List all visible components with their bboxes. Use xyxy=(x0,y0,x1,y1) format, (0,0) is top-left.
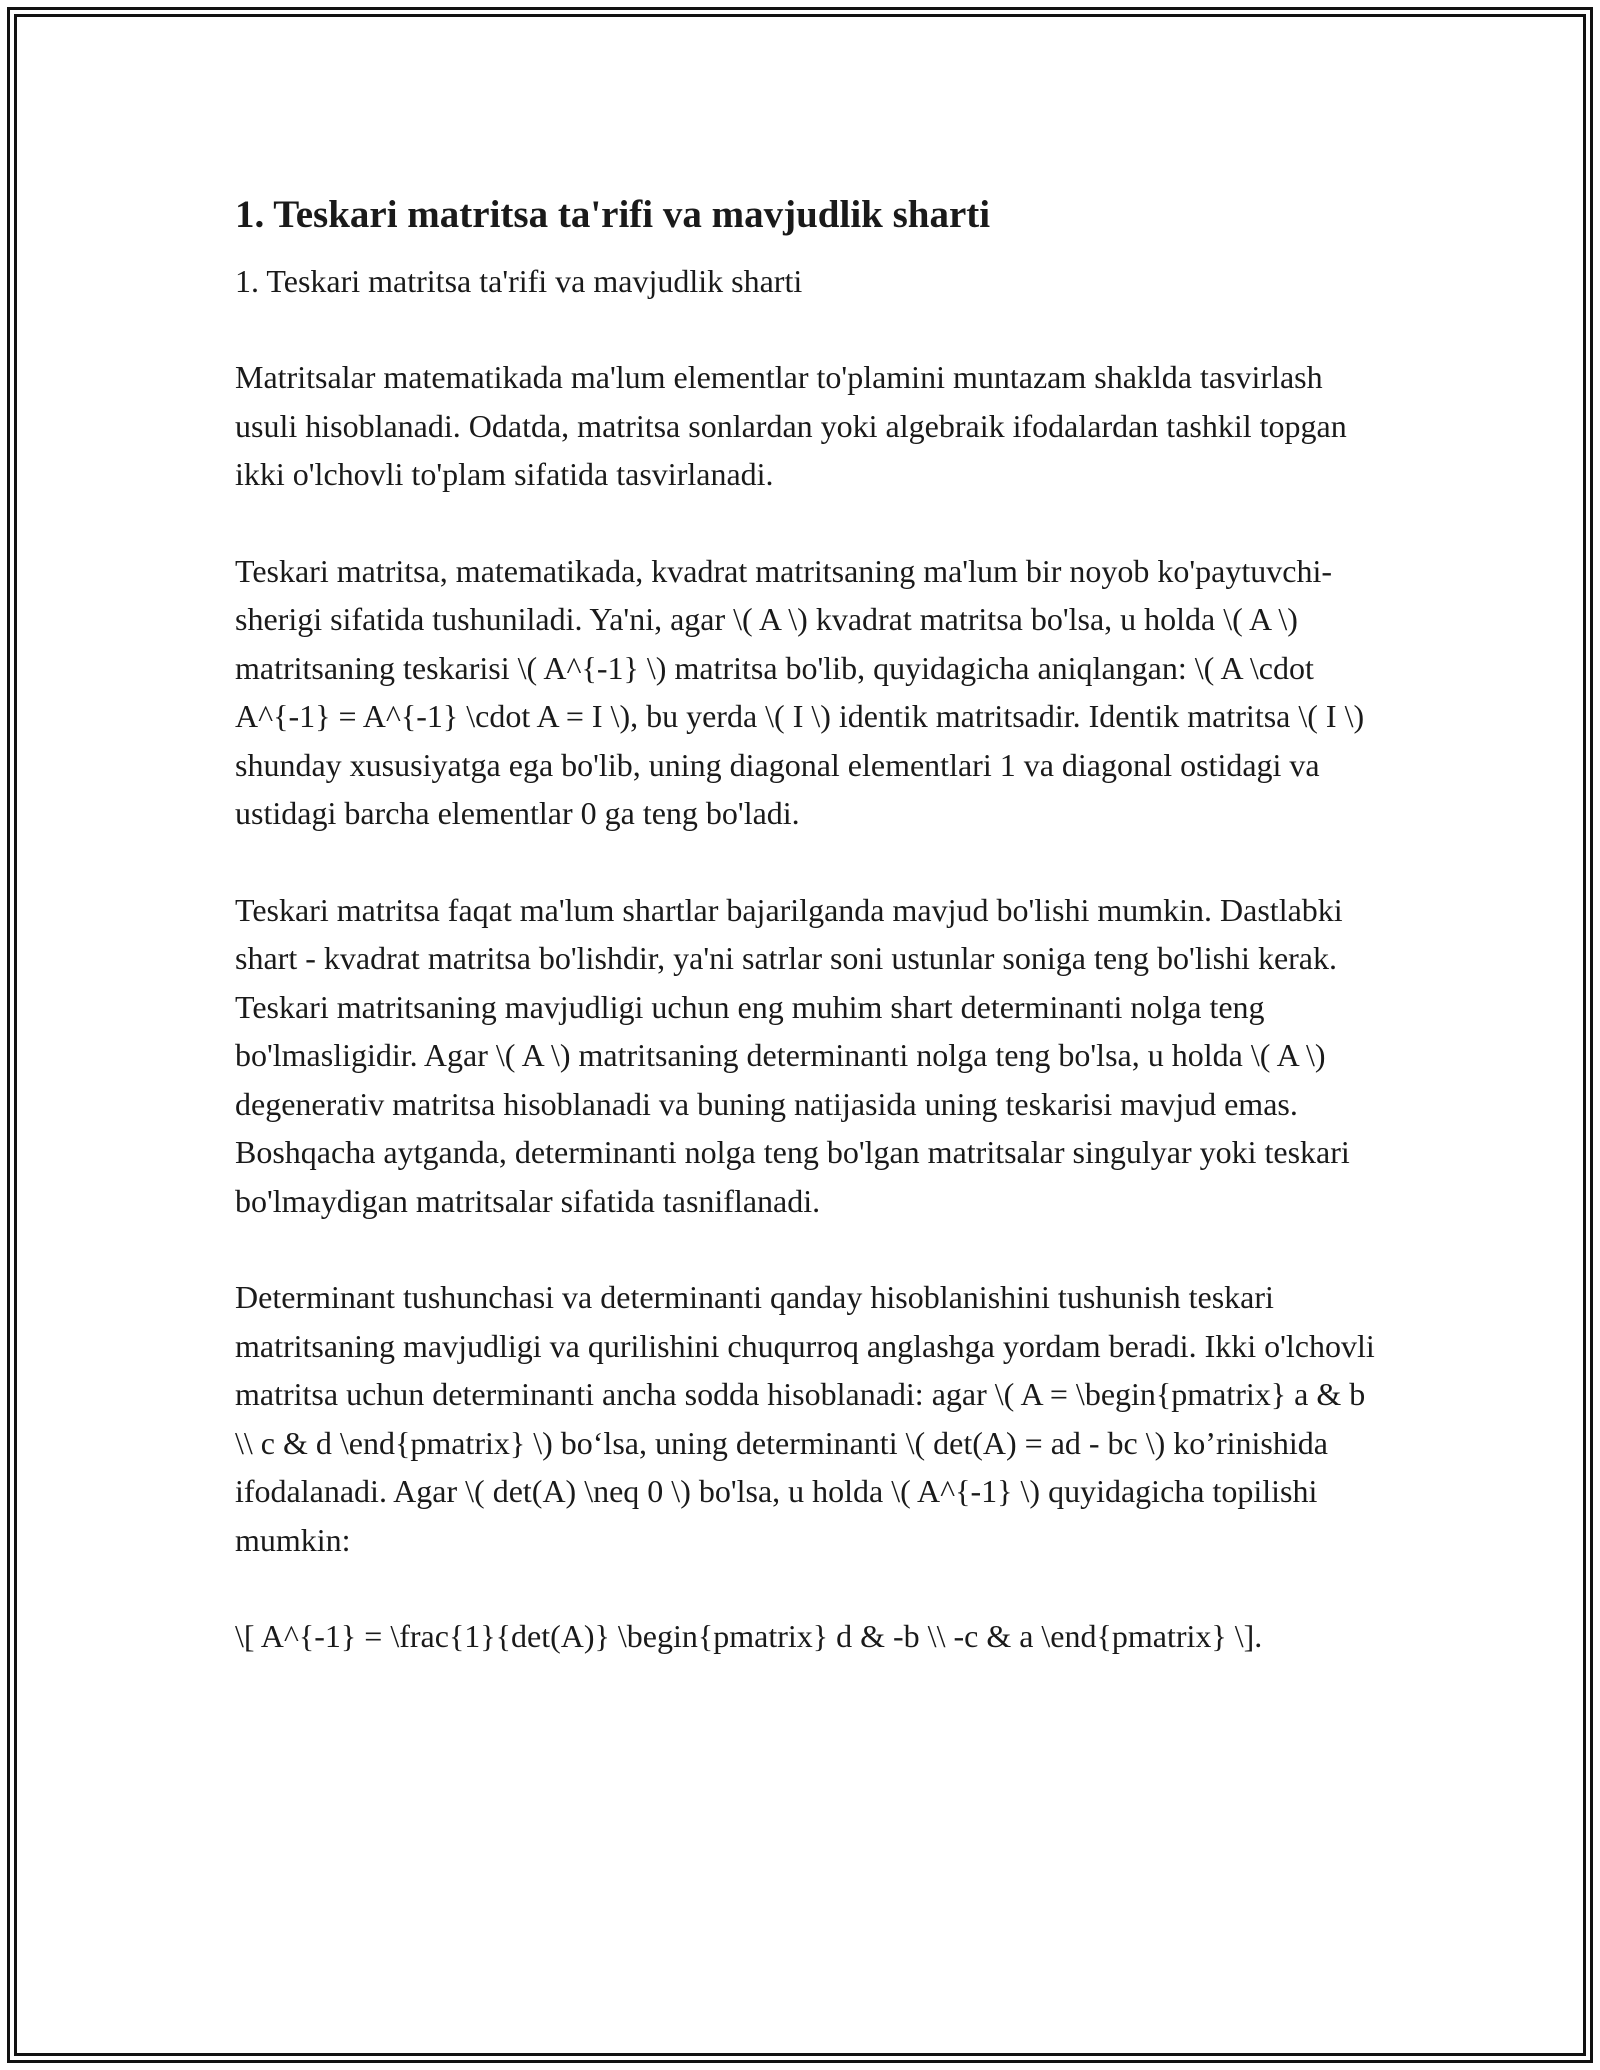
section-subheading: 1. Teskari matritsa ta'rifi va mavjudlik sharti xyxy=(235,263,803,299)
inverse-formula: \[ A^{-1} = \frac{1}{det(A)} \begin{pmatrix} d & -b \\ -c & a \end{pmatrix} \]. xyxy=(235,1618,1263,1654)
section-heading: 1. Teskari matritsa ta'rifi va mavjudlik sharti xyxy=(235,193,991,236)
paragraph-determinant: Determinant tushunchasi va determinanti qanday hisoblanishini tushunish teskari matritsaning mavjudligi va qurilishini chuqurroq anglashga yordam beradi. Ikki o'lchovli matritsa uchun determinanti ancha sodda hisoblanadi: agar \( A = \begin{pmatrix} a & b \\ c & d \end{pmatrix} \) bo‘lsa, uning determinanti \( det(A) = ad - bc \) ko’rinishida ifodalanadi. Agar \( det(A) \neq 0 \) bo'lsa, u holda \( A^{-1} \) quyidagicha topilishi mumkin: xyxy=(235,1279,1375,1558)
paragraph-inverse-definition: Teskari matritsa, matematikada, kvadrat matritsaning ma'lum bir noyob ko'paytuvchi-sherigi sifatida tushuniladi. Ya'ni, agar \( A \) kvadrat matritsa bo'lsa, u holda \( A \) matritsaning teskarisi \( A^{-1} \) matritsa bo'lib, quyidagicha aniqlangan: \( A \cdot A^{-1} = A^{-1} \cdot A = I \), bu yerda \( I \) identik matritsadir. Identik matritsa \( I \) shunday xususiyatga ega bo'lib, uning diagonal elementlari 1 va diagonal ostidagi va ustidagi barcha elementlar 0 ga teng bo'ladi. xyxy=(235,552,1365,831)
paragraph-existence-conditions: Teskari matritsa faqat ma'lum shartlar bajarilganda mavjud bo'lishi mumkin. Dastlabki shart - kvadrat matritsa bo'lishdir, ya'ni satrlar soni ustunlar soniga teng bo'lishi kerak. Teskari matritsaning mavjudligi uchun eng muhim shart determinanti nolga teng bo'lmasligidir. Agar \( A \) matritsaning determinanti nolga teng bo'lsa, u holda \( A \) degenerativ matritsa hisoblanadi va buning natijasida uning teskarisi mavjud emas. Boshqacha aytganda, determinanti nolga teng bo'lgan matritsalar singulyar yoki teskari bo'lmaydigan matritsalar sifatida tasniflanadi. xyxy=(235,891,1350,1219)
paragraph-matrix-intro: Matritsalar matematikada ma'lum elementlar to'plamini muntazam shaklda tasvirlash usuli hisoblanadi. Odatda, matritsa sonlardan yoki algebraik ifodalardan tashkil topgan ikki o'lchovli to'plam sifatida tasvirlanadi. xyxy=(235,359,1347,492)
document-body xyxy=(235,185,1375,1661)
